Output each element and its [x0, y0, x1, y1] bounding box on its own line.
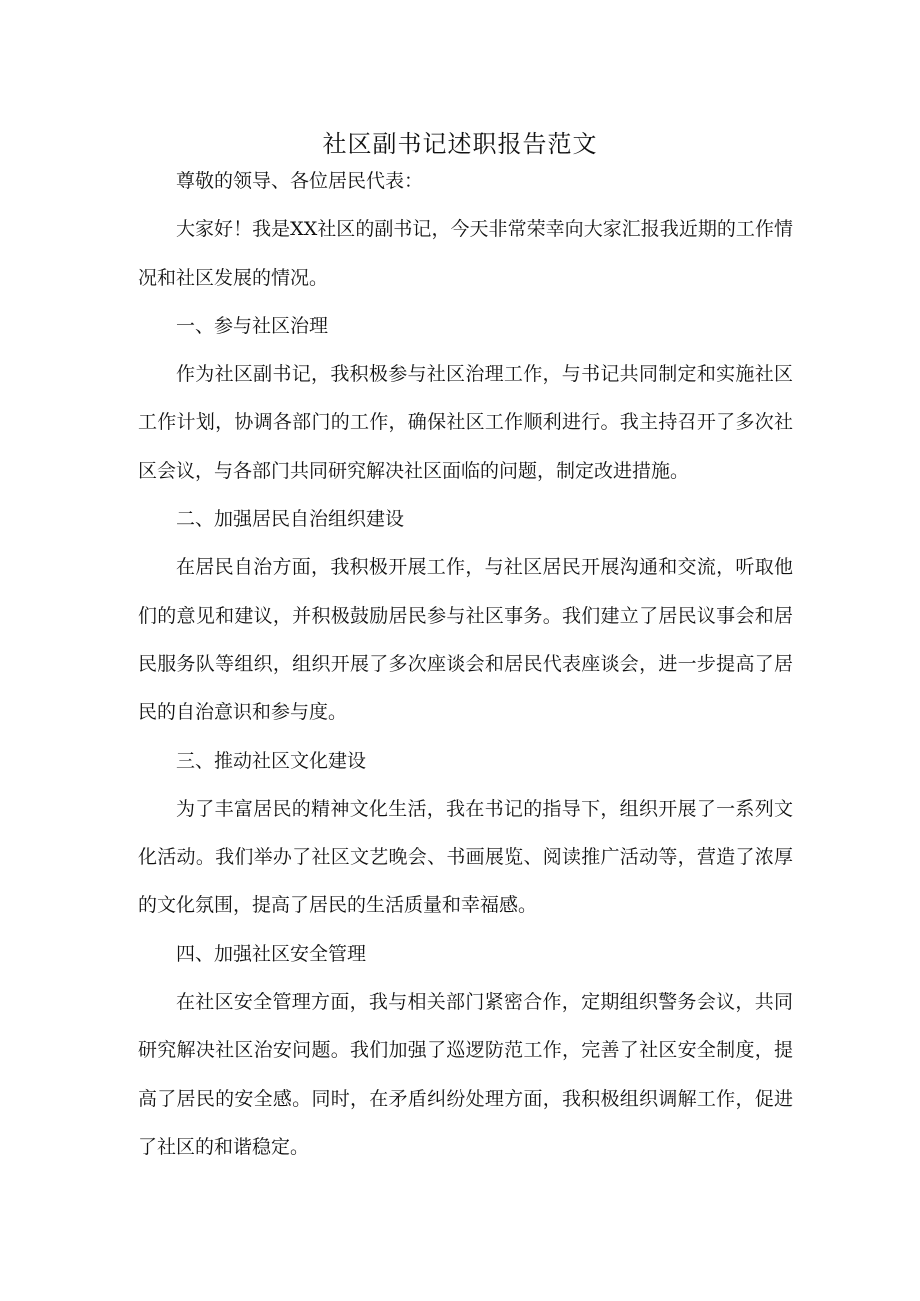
- section-heading-1: 一、参与社区治理: [176, 314, 329, 337]
- section-body-4: 在社区安全管理方面，我与相关部门紧密合作，定期组织警务会议，共同研究解决社区治安问题。我们加强了巡逻防范工作，完善了社区安全制度，提高了居民的安全感。同时，在矛盾纠纷处理方面，我积极组织调解工作，促进了社区的和谐稳定。: [138, 991, 793, 1158]
- document-title: 社区副书记述职报告范文: [322, 130, 598, 159]
- section-heading-4: 四、加强社区安全管理: [176, 942, 367, 965]
- section-body-2: 在居民自治方面，我积极开展工作，与社区居民开展沟通和交流，听取他们的意见和建议，并积极鼓励居民参与社区事务。我们建立了居民议事会和居民服务队等组织，组织开展了多次座谈会和居民代表座谈会，进一步提高了居民的自治意识和参与度。: [138, 556, 793, 724]
- section-heading-2: 二、加强居民自治组织建设: [176, 508, 405, 531]
- section-body-1: 作为社区副书记，我积极参与社区治理工作，与书记共同制定和实施社区工作计划，协调各部门的工作，确保社区工作顺利进行。我主持召开了多次社区会议，与各部门共同研究解决社区面临的问题，制定改进措施。: [138, 363, 793, 482]
- section-heading-3: 三、推动社区文化建设: [176, 749, 367, 772]
- salutation: 尊敬的领导、各位居民代表：: [176, 170, 424, 192]
- document-body: [138, 157, 793, 1171]
- intro-paragraph: 大家好！我是XX社区的副书记，今天非常荣幸向大家汇报我近期的工作情况和社区发展的情况。: [138, 218, 793, 289]
- section-body-3: 为了丰富居民的精神文化生活，我在书记的指导下，组织开展了一系列文化活动。我们举办了社区文艺晚会、书画展览、阅读推广活动等，营造了浓厚的文化氛围，提高了居民的生活质量和幸福感。: [138, 797, 793, 917]
